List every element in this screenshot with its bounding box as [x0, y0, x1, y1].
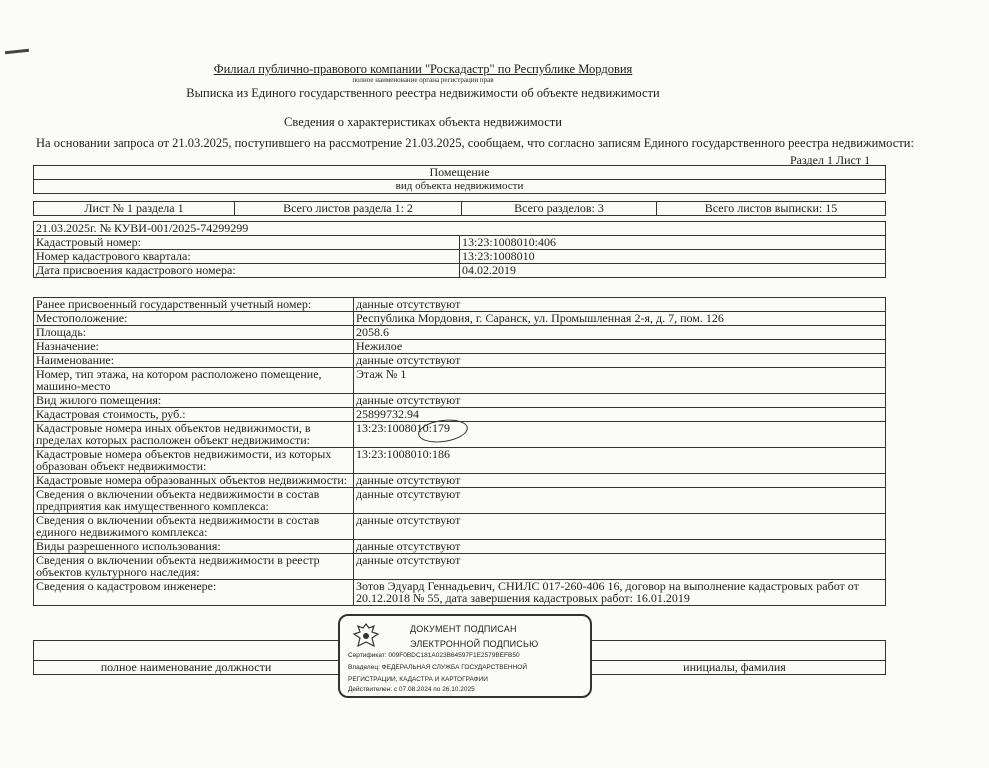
- detail-label: Сведения о включении объекта недвижимости в реестр объектов культурного наследия:: [34, 554, 354, 580]
- position-caption: полное наименование должности: [34, 661, 339, 675]
- detail-value: 13:23:1008010:179: [354, 422, 886, 448]
- ids-value: 13:23:1008010: [460, 250, 886, 264]
- detail-value: данные отсутствуют: [354, 514, 886, 540]
- ids-label: Кадастровый номер:: [34, 236, 460, 250]
- sheet-number: Лист № 1 раздела 1: [34, 202, 235, 216]
- org-caption: полное наименование органа регистрации прав: [352, 76, 494, 84]
- detail-label: Кадастровая стоимость, руб.:: [34, 408, 354, 422]
- detail-label: Ранее присвоенный государственный учетный номер:: [34, 298, 354, 312]
- detail-label: Сведения о кадастровом инженере:: [34, 580, 354, 606]
- detail-value: Республика Мордовия, г. Саранск, ул. Промышленная 2-я, д. 7, пом. 126: [354, 312, 886, 326]
- stamp-validity: Действителен: с 07.08.2024 по 26.10.2025: [348, 686, 475, 693]
- section-sheet: Раздел 1 Лист 1: [790, 153, 871, 167]
- detail-value: Зотов Эдуард Геннадьевич, СНИЛС 017-260-406 16, договор на выполнение кадастровых работ от 20.12.2018 № 55, дата завершения кадастровых работ: 16.01.2019: [354, 580, 886, 606]
- detail-label: Местоположение:: [34, 312, 354, 326]
- stamp-certificate: Сертификат: 009F0BDC181A023B64597F1E2579BEFB50: [348, 652, 520, 659]
- emblem-icon: [352, 622, 380, 652]
- detail-value: 25899732.94: [354, 408, 886, 422]
- object-type: Помещение: [34, 166, 886, 180]
- detail-label: Кадастровые номера объектов недвижимости, из которых образован объект недвижимости:: [34, 448, 354, 474]
- ids-table: [33, 221, 886, 278]
- detail-value: данные отсутствуют: [354, 554, 886, 580]
- ids-value: 04.02.2019: [460, 264, 886, 278]
- sheets-table: [33, 201, 886, 216]
- stamp-owner-2: РЕГИСТРАЦИИ, КАДАСТРА И КАРТОГРАФИИ: [348, 676, 488, 683]
- detail-label: Сведения о включении объекта недвижимости в состав предприятия как имущественного комплекса:: [34, 488, 354, 514]
- ids-label: Номер кадастрового квартала:: [34, 250, 460, 264]
- sheets-in-section: Всего листов раздела 1: 2: [235, 202, 462, 216]
- detail-label: Назначение:: [34, 340, 354, 354]
- detail-label: Площадь:: [34, 326, 354, 340]
- scan-mark: [5, 49, 29, 54]
- document-reference: 21.03.2025г. № КУВИ-001/2025-74299299: [34, 222, 886, 236]
- basis-text: На основании запроса от 21.03.2025, поступившего на рассмотрение 21.03.2025, сообщаем, что согласно записям Единого государственного реестра недвижимости:: [36, 136, 914, 150]
- detail-value: 2058.6: [354, 326, 886, 340]
- detail-value: данные отсутствуют: [354, 488, 886, 514]
- ids-label: Дата присвоения кадастрового номера:: [34, 264, 460, 278]
- ids-value: 13:23:1008010:406: [460, 236, 886, 250]
- document-title: Выписка из Единого государственного реестра недвижимости об объекте недвижимости: [186, 86, 660, 100]
- detail-label: Вид жилого помещения:: [34, 394, 354, 408]
- detail-value: данные отсутствуют: [354, 298, 886, 312]
- object-type-table: [33, 165, 886, 194]
- detail-value: данные отсутствуют: [354, 354, 886, 368]
- detail-value: Нежилое: [354, 340, 886, 354]
- sheets-in-extract: Всего листов выписки: 15: [657, 202, 886, 216]
- detail-label: Наименование:: [34, 354, 354, 368]
- stamp-line1: ДОКУМЕНТ ПОДПИСАН: [410, 624, 517, 634]
- detail-label: Виды разрешенного использования:: [34, 540, 354, 554]
- detail-value: Этаж № 1: [354, 368, 886, 394]
- stamp-line2: ЭЛЕКТРОННОЙ ПОДПИСЬЮ: [410, 639, 539, 649]
- detail-label: Кадастровые номера иных объектов недвижимости, в пределах которых расположен объект недвижимости:: [34, 422, 354, 448]
- details-table: [33, 297, 886, 606]
- sections-total: Всего разделов: 3: [462, 202, 657, 216]
- org-name: Филиал публично-правового компании "Роскадастр" по Республике Мордовия: [213, 62, 633, 76]
- e-signature-stamp: [338, 614, 592, 698]
- detail-value: 13:23:1008010:186: [354, 448, 886, 474]
- detail-value: данные отсутствуют: [354, 474, 886, 488]
- detail-label: Кадастровые номера образованных объектов недвижимости:: [34, 474, 354, 488]
- name-caption: инициалы, фамилия: [584, 661, 886, 675]
- object-type-caption: вид объекта недвижимости: [34, 180, 886, 194]
- stamp-owner: Владелец: ФЕДЕРАЛЬНАЯ СЛУЖБА ГОСУДАРСТВЕННОЙ: [348, 664, 528, 671]
- detail-value: данные отсутствуют: [354, 394, 886, 408]
- detail-label: Номер, тип этажа, на котором расположено помещение, машино-место: [34, 368, 354, 394]
- section-title: Сведения о характеристиках объекта недвижимости: [284, 115, 562, 129]
- detail-value: данные отсутствуют: [354, 540, 886, 554]
- detail-label: Сведения о включении объекта недвижимости в состав единого недвижимого комплекса:: [34, 514, 354, 540]
